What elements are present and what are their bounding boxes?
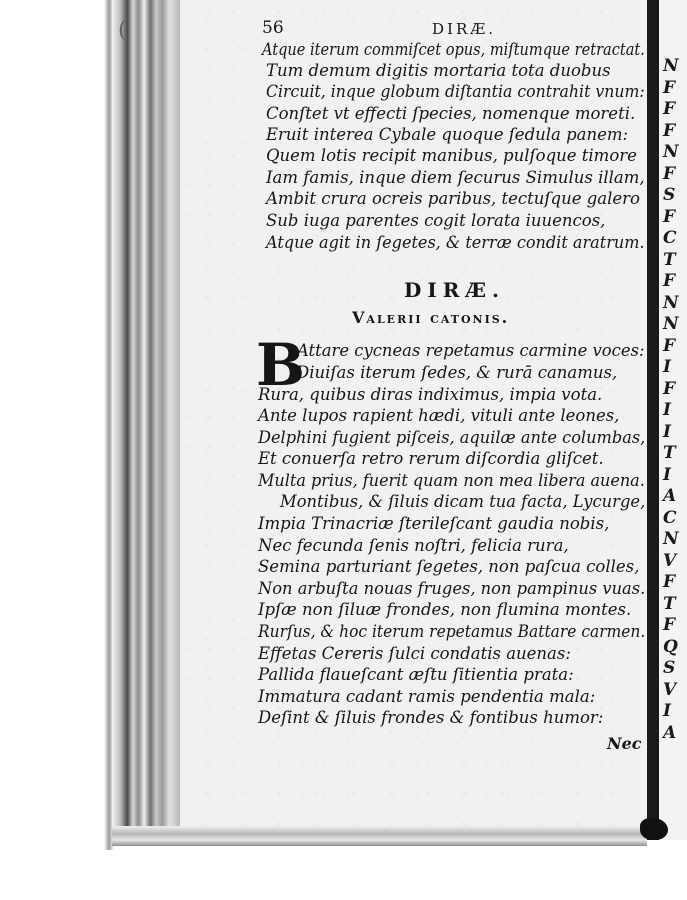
facing-page-letter: N — [663, 292, 679, 313]
verse-line: Ambit crura ocreis paribus, tectuſque galero — [266, 189, 640, 208]
verse-line: Impia Trinacriæ ſterileſcant gaudia nobis, — [258, 514, 610, 533]
verse-line: Iam famis, inque diem ſecurus Simulus illam, — [266, 168, 645, 187]
verse-line: Rura, quibus diras indiximus, impia vota. — [258, 385, 603, 404]
facing-page-letter: T — [663, 443, 676, 463]
facing-page-letter: A — [663, 722, 677, 743]
facing-page-letter: F — [663, 99, 676, 119]
verse-line: Effetas Cereris ſulci condatis auenas: — [258, 644, 571, 663]
verse-line: Conſtet vt effecti ſpecies, nomenque moreti. — [266, 104, 636, 123]
facing-page-letter: I — [663, 464, 671, 485]
facing-page-letter: C — [663, 228, 677, 248]
page-gutter-shadow — [647, 0, 659, 840]
facing-page-letter: I — [663, 701, 671, 721]
facing-page-letter: T — [663, 593, 676, 614]
facing-page-letter: T — [663, 249, 676, 270]
verse-line: Attare cycneas repetamus carmine voces: — [297, 341, 645, 360]
facing-page-letter: I — [663, 400, 671, 420]
page-corner-shadow — [640, 818, 668, 840]
verse-line: Rurſus, & hoc iterum repetamus Battare carmen. — [258, 622, 646, 641]
facing-page-letter: F — [663, 378, 676, 399]
facing-page-letter: F — [663, 77, 676, 98]
verse-line: Immatura cadant ramis pendentia mala: — [258, 687, 596, 706]
facing-page-letter: F — [663, 335, 676, 356]
facing-page-letter: S — [663, 658, 676, 678]
verse-line: Ipſæ non ſiluæ frondes, non flumina montes. — [258, 600, 632, 619]
drop-cap: B — [256, 331, 306, 399]
facing-page-letter: F — [663, 615, 676, 635]
verse-line: Montibus, & ſiluis dicam tua facta, Lycurge, — [280, 492, 646, 511]
book-spine — [112, 0, 182, 845]
facing-page-letter: N — [663, 529, 679, 549]
facing-page-letter: V — [663, 550, 677, 571]
page-number: 56 — [262, 18, 284, 38]
facing-page-letter: N — [663, 56, 679, 76]
facing-page-letter: F — [663, 163, 676, 184]
section-title: DIRÆ. — [404, 278, 505, 302]
verse-line: Deſint & ſiluis frondes & fontibus humor: — [258, 708, 604, 727]
facing-page-letter: F — [663, 120, 676, 141]
verse-line: Ante lupos rapient hædi, vituli ante leones, — [258, 406, 620, 425]
facing-page-letter: F — [663, 572, 676, 592]
verse-line: Non arbuſta nouas fruges, non pampinus vuas. — [258, 579, 646, 598]
verse-line: Quem lotis recipit manibus, pulſoque timore — [266, 146, 637, 165]
facing-page-letter: N — [663, 314, 679, 334]
verse-line: Nec fecunda ſenis noſtri, felicia rura, — [258, 536, 569, 555]
facing-page-letter: V — [663, 679, 677, 700]
binding-mark: ( — [118, 18, 127, 43]
facing-page-letter: N — [663, 142, 679, 162]
running-head: DIRÆ. — [432, 20, 497, 38]
facing-page-letter: F — [663, 271, 676, 291]
facing-page-letter: I — [663, 421, 671, 442]
verse-line: Tum demum digitis mortaria tota duobus — [266, 61, 611, 80]
facing-page-letter: I — [663, 357, 671, 377]
verse-line: Et conuerſa retro rerum diſcordia gliſcet. — [258, 449, 604, 468]
verse-line: Pallida flaueſcant æſtu ſitientia prata: — [258, 665, 574, 684]
verse-line: Atque agit in ſegetes, & terræ condit aratrum. — [266, 233, 645, 252]
verse-line: Semina parturiant ſegetes, non paſcua colles, — [258, 557, 640, 576]
verse-line: Sub iuga parentes cogit lorata iuuencos, — [266, 211, 606, 230]
verse-line: Delphini fugient piſceis, aquilæ ante columbas, — [258, 428, 646, 447]
facing-page-letter: S — [663, 185, 676, 205]
facing-page-letter: A — [663, 486, 677, 506]
verse-line: Eruit interea Cybale quoque ſedula panem: — [266, 125, 629, 144]
verse-line: Circuit, inque globum diſtantia contrahit vnum: — [266, 82, 645, 101]
catchword: Nec — [607, 734, 642, 753]
facing-page-letter: C — [663, 507, 677, 528]
facing-page-letter: F — [663, 206, 676, 227]
verse-line: Diuiſas iterum ſedes, & rurā canamus, — [296, 363, 618, 382]
verse-line: Atque iterum commiſcet opus, miſtumque retractat. — [262, 40, 645, 59]
facing-page-letter: Q — [663, 636, 678, 657]
verse-line: Multa prius, fuerit quam non mea libera auena. — [258, 471, 645, 490]
page-bottom-edge — [112, 826, 647, 846]
section-author: Valerii catonis. — [352, 308, 510, 327]
